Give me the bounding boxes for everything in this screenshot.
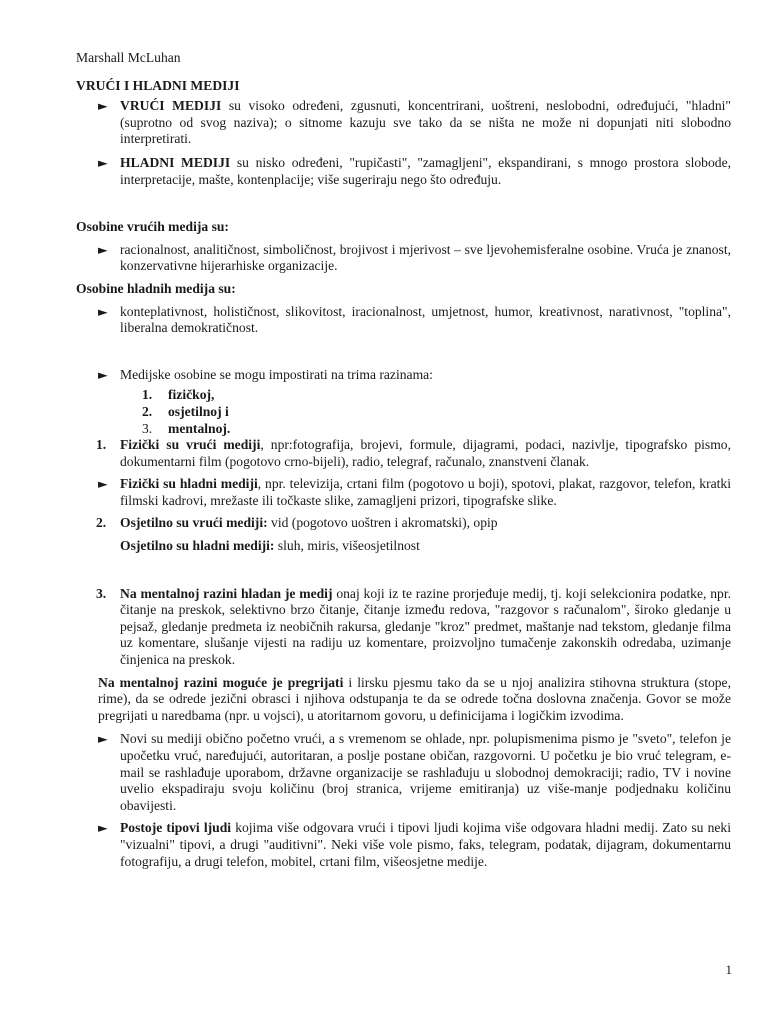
document-page — [76, 50, 731, 870]
paragraph: Na mentalnoj razini moguće je pregrijati i lirsku pjesmu tako da se u njoj analizira stihovna struktura (stope, rime), da se odrede jezični obrasci i njihova odstupanja te da se odrede točna doslovna značenja. Govor se može pregrijati u naredbama (npr. u vojsci), u atoritarnom govoru, u definicijama i logičkim izvodima. — [98, 674, 731, 723]
bullet-icon: ► — [98, 303, 108, 319]
page-number: 1 — [725, 962, 732, 977]
list-item: ► VRUĆI MEDIJI su visoko određeni, zgusnuti, koncentrirani, uoštreni, neslobodni, određujući, "hladni" (suprotno od svog naziva); o sitnome kazuju sve tako da se ništa ne može ni dopunjati niti slobodno interpretirati. — [76, 98, 731, 148]
list-item: ► konteplativnost, holističnost, slikovitost, iracionalnost, umjetnost, humor, kreativnost, narativnost, "toplina", liberalna demokratičnost. — [76, 304, 731, 337]
bullet-icon: ► — [98, 366, 108, 382]
list-item: ► Novi su mediji obično početno vrući, a s vremenom se ohlade, npr. polupismenima pismo je "sveto", telefon je upočetku vruć, naređujući, autoritaran, a poslje postane običan, razgovorni. U početku je bio vruć telegram, e-mail se rashlađuje uporabom, državne organizacije se rashlađuju u slobodnoj demokraciji; radio, TV i novine uvelio ekspadiraju svoju količinu (broj stranica, vrijeme emitiranja) uz više-manje podjednaku količinu obavijesti. — [76, 731, 731, 814]
list-item: 3. mentalnoj. — [142, 420, 231, 436]
bullet-icon: ► — [98, 820, 108, 836]
list-item: 2. osjetilnoj i — [142, 403, 229, 419]
section-heading: Osobine hladnih medija su: — [76, 280, 236, 296]
list-item: ► Fizički su hladni mediji, npr. televizija, crtani film (pogotovo u boji), spotovi, plakat, razgovor, telefon, kratki filmski kadrovi, mrežaste ili točkaste slike, zamagljeni prizori, tipografske slike. — [76, 476, 731, 509]
levels-list — [142, 387, 731, 437]
bullet-icon: ► — [98, 154, 108, 170]
document-title: VRUĆI I HLADNI MEDIJI — [76, 77, 240, 93]
author-line: Marshall McLuhan — [76, 50, 181, 65]
list-item: ► HLADNI MEDIJI su nisko određeni, "rupičasti", "zamagljeni", ekspandirani, s mnogo prostora slobode, interpretacije, mašte, kontenplacije; više sugeriraju nego što određuju. — [76, 155, 731, 188]
numbered-item: 1. Fizički su vrući mediji, npr:fotografija, brojevi, formule, dijagrami, podaci, nazivlje, tipografsko pismo, dokumentarni film (pogotovo crno-bijeli), radio, telegraf, računalo, znanstveni članak. — [96, 437, 731, 469]
list-item: ► Postoje tipovi ljudi kojima više odgovara vrući i tipovi ljudi kojima više odgovara hladni medij. Zato su neki "vizualni" tipovi, a drugi "auditivni". Neki više vole pismo, faks, telegram, podatak, dijagram, dokumentarnu fotografiju, a drugi telefon, mobitel, crtani film, višeosjetne medije. — [76, 820, 731, 870]
numbered-item: 3. Na mentalnoj razini hladan je medij onaj koji iz te razine prorjeđuje medij, tj. koji selekcionira podatke, npr. čitanje na preskok, selektivno brzo čitanje, čitanje između redova, "razgovor s računalom", široko gledanje u pejsaž, gledanje predmeta iz neobičnih rakursa, gledanje "kroz" predmet, maštanje nad tekstom, gledanje filma uz komentare, slušanje vijesti na radiju uz komentare, proizvoljno tumačenje zakonskih odredaba, uzimanje činjenica na preskok. — [96, 585, 731, 668]
paragraph: Osjetilno su hladni mediji: sluh, miris, višeosjetilnost — [120, 538, 420, 554]
bullet-icon: ► — [98, 731, 108, 747]
list-item: ► racionalnost, analitičnost, simboličnost, brojivost i mjerivost – sve ljevohemisferalne osobine. Vruća je znanost, konzervativne hijerarhiske organizacije. — [76, 242, 731, 275]
section-heading: Osobine vrućih medija su: — [76, 219, 229, 235]
bullet-icon: ► — [98, 241, 108, 257]
list-item: ► Medijske osobine se mogu impostirati na trima razinama: — [76, 367, 731, 384]
bullet-icon: ► — [98, 98, 108, 114]
list-item: 1. fizičkoj, — [142, 387, 215, 403]
numbered-item: 2. Osjetilno su vrući mediji: vid (pogotovo uoštren i akromatski), opip — [96, 515, 498, 531]
bullet-icon: ► — [98, 476, 108, 492]
